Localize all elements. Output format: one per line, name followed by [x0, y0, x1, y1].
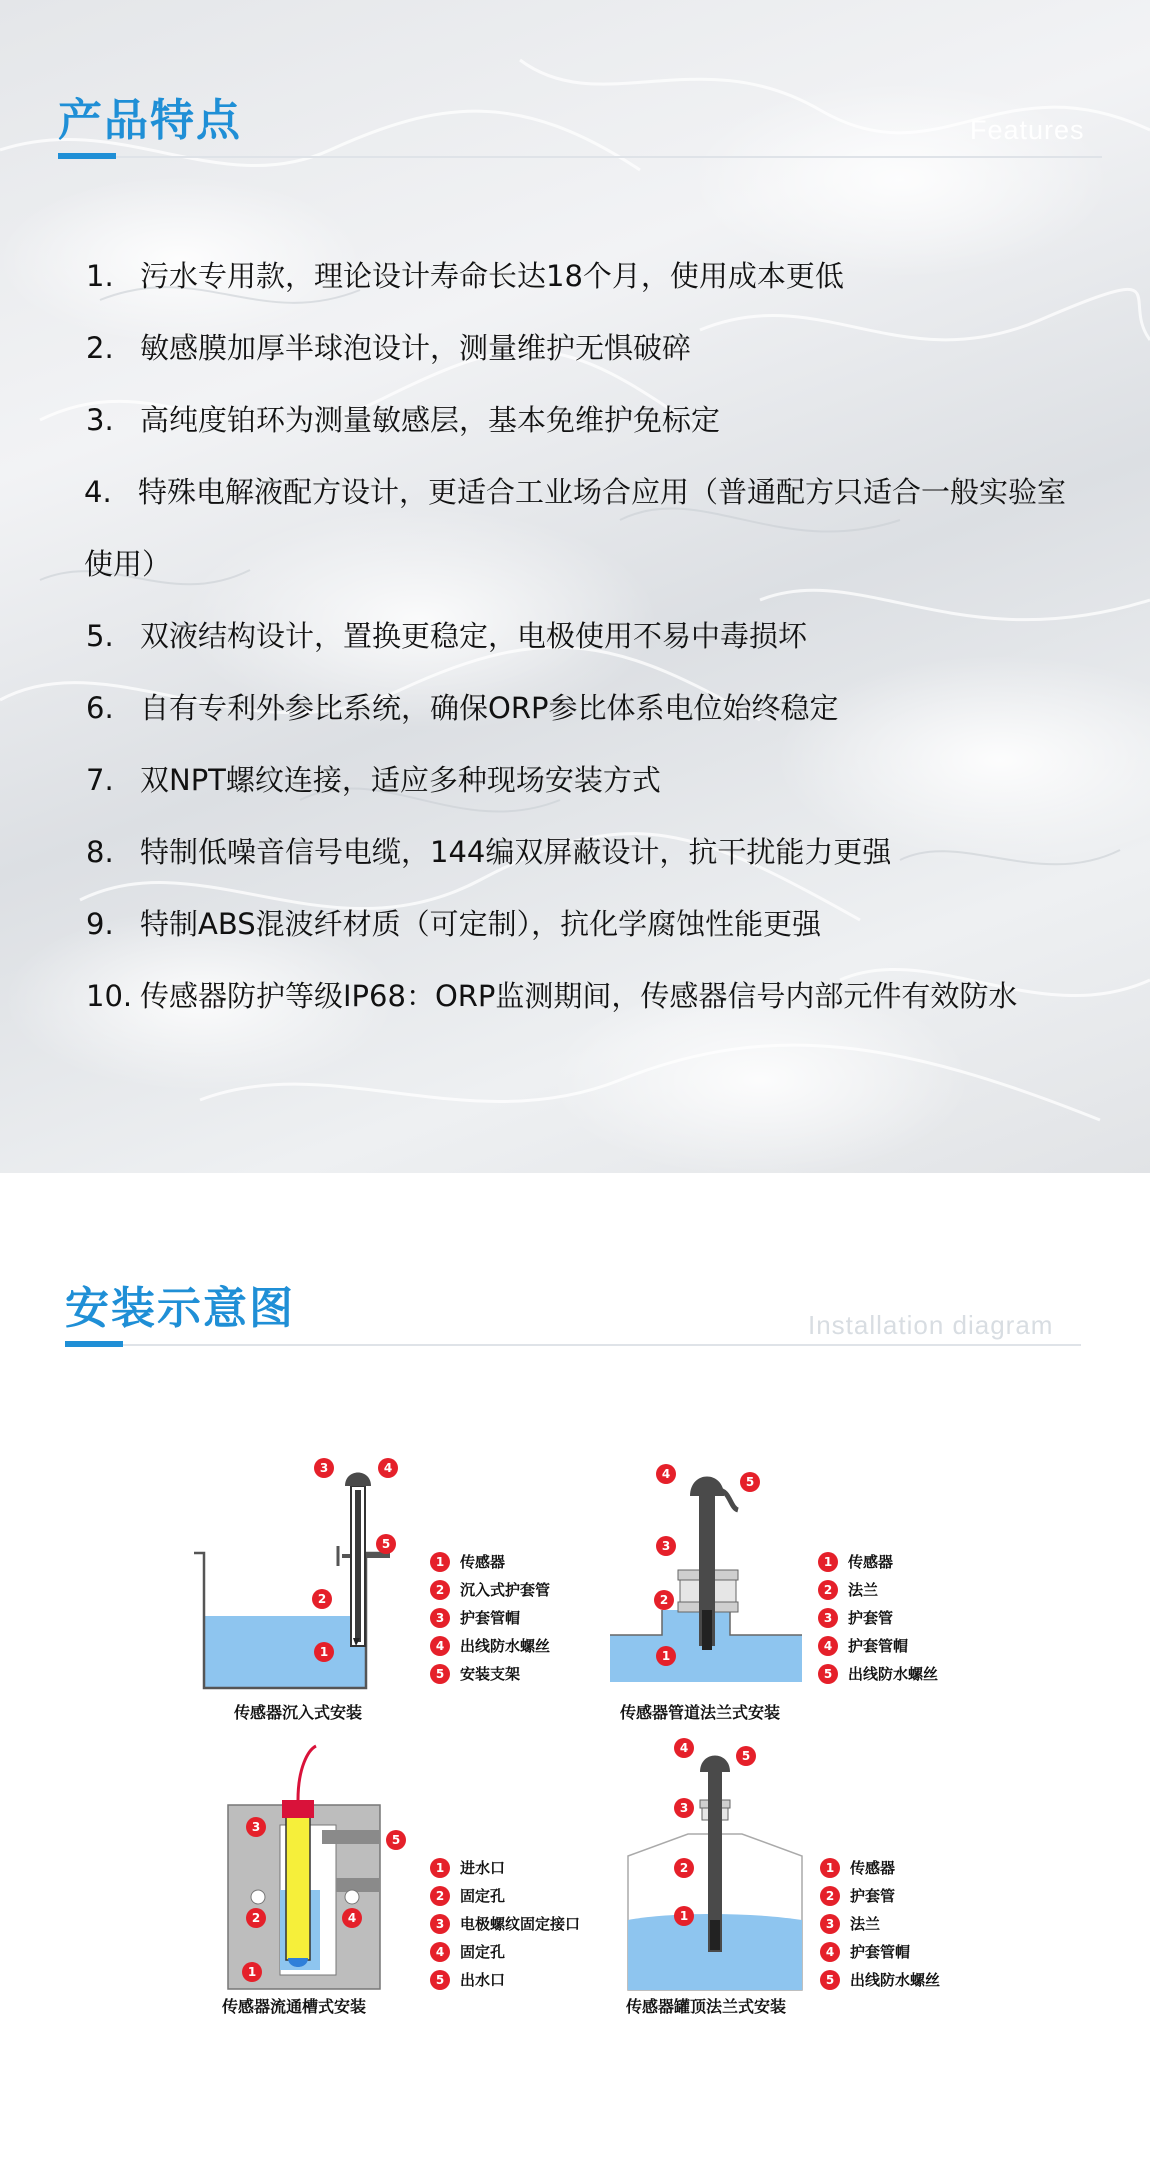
svg-text:2: 2	[435, 1889, 445, 1903]
panel-caption: 传感器罐顶法兰式安装	[626, 1997, 787, 2016]
svg-text:法兰: 法兰	[850, 1915, 881, 1933]
svg-text:安装支架: 安装支架	[460, 1665, 521, 1683]
installation-title: 安装示意图	[65, 1283, 295, 1334]
features-divider	[58, 156, 1102, 158]
svg-text:出线防水螺丝: 出线防水螺丝	[848, 1665, 939, 1683]
svg-text:3: 3	[435, 1611, 445, 1625]
feature-list	[86, 240, 1086, 1032]
svg-text:进水口: 进水口	[460, 1859, 506, 1877]
svg-text:4: 4	[825, 1945, 835, 1959]
svg-text:5: 5	[381, 1537, 391, 1551]
panel-caption: 传感器沉入式安装	[234, 1703, 363, 1722]
svg-text:4: 4	[823, 1639, 833, 1653]
svg-text:2: 2	[825, 1889, 835, 1903]
svg-text:3: 3	[435, 1917, 445, 1931]
svg-text:5: 5	[741, 1749, 751, 1763]
svg-text:法兰: 法兰	[848, 1581, 879, 1599]
svg-text:出线防水螺丝: 出线防水螺丝	[460, 1637, 551, 1655]
svg-text:传感器: 传感器	[850, 1859, 896, 1877]
svg-text:护套管: 护套管	[850, 1887, 896, 1905]
svg-text:5: 5	[825, 1973, 835, 1987]
feature-item: 3. 高纯度铂环为测量敏感层，基本免维护免标定	[86, 403, 721, 437]
svg-text:固定孔: 固定孔	[460, 1887, 506, 1905]
svg-text:3: 3	[823, 1611, 833, 1625]
svg-text:沉入式护套管: 沉入式护套管	[460, 1581, 551, 1599]
panel-pipe-flange	[610, 1464, 938, 1722]
svg-text:3: 3	[679, 1801, 689, 1815]
feature-item: 2. 敏感膜加厚半球泡设计，测量维护无惧破碎	[86, 331, 692, 365]
water-icon	[204, 1616, 366, 1688]
svg-text:4: 4	[435, 1639, 445, 1653]
svg-text:1: 1	[823, 1555, 833, 1569]
svg-text:3: 3	[251, 1820, 261, 1834]
installation-divider	[65, 1344, 1081, 1346]
svg-text:4: 4	[383, 1461, 393, 1475]
svg-text:3: 3	[319, 1461, 329, 1475]
svg-text:电极螺纹固定接口: 电极螺纹固定接口	[460, 1915, 581, 1933]
svg-text:出水口: 出水口	[460, 1971, 506, 1989]
feature-item: 10. 传感器防护等级IP68：ORP监测期间，传感器信号内部元件有效防水	[86, 979, 1018, 1013]
svg-text:2: 2	[659, 1593, 669, 1607]
panel-immersion	[194, 1458, 550, 1722]
svg-text:2: 2	[823, 1583, 833, 1597]
panel-caption: 传感器流通槽式安装	[222, 1997, 367, 2016]
features-title: 产品特点	[58, 95, 242, 146]
legend	[430, 1552, 550, 1684]
svg-text:传感器: 传感器	[848, 1553, 894, 1571]
feature-item: 7. 双NPT螺纹连接，适应多种现场安装方式	[86, 763, 661, 797]
svg-text:护套管帽: 护套管帽	[850, 1943, 911, 1961]
svg-text:固定孔: 固定孔	[460, 1943, 506, 1961]
svg-text:5: 5	[745, 1475, 755, 1489]
legend	[430, 1858, 580, 1990]
feature-item: 8. 特制低噪音信号电缆，144编双屏蔽设计，抗干扰能力更强	[86, 835, 892, 869]
svg-text:护套管: 护套管	[848, 1609, 894, 1627]
feature-item: 9. 特制ABS混波纤材质（可定制），抗化学腐蚀性能更强	[86, 907, 822, 941]
feature-item: 4. 特殊电解液配方设计，更适合工业场合应用（普通配方只适合一般实验室使用）	[84, 475, 1067, 581]
svg-text:护套管帽: 护套管帽	[848, 1637, 909, 1655]
svg-text:出线防水螺丝: 出线防水螺丝	[850, 1971, 941, 1989]
svg-text:5: 5	[823, 1667, 833, 1681]
svg-text:传感器: 传感器	[460, 1553, 506, 1571]
svg-text:1: 1	[825, 1861, 835, 1875]
svg-text:4: 4	[435, 1945, 445, 1959]
svg-text:2: 2	[317, 1592, 327, 1606]
features-subtitle: Features	[970, 115, 1085, 145]
svg-text:1: 1	[247, 1965, 257, 1979]
panel-caption: 传感器管道法兰式安装	[620, 1703, 781, 1722]
svg-text:1: 1	[435, 1555, 445, 1569]
panel-tank-top-flange	[625, 1738, 940, 2016]
installation-title-accent	[65, 1341, 123, 1347]
svg-text:2: 2	[435, 1583, 445, 1597]
legend	[818, 1552, 938, 1684]
svg-text:4: 4	[661, 1467, 671, 1481]
feature-item: 1. 污水专用款，理论设计寿命长达18个月，使用成本更低	[86, 259, 844, 293]
features-title-accent	[58, 153, 116, 159]
svg-text:2: 2	[679, 1861, 689, 1875]
svg-text:2: 2	[251, 1911, 261, 1925]
installation-diagram	[190, 1450, 970, 2030]
svg-text:1: 1	[319, 1645, 329, 1659]
svg-text:1: 1	[679, 1909, 689, 1923]
svg-text:5: 5	[391, 1833, 401, 1847]
svg-text:4: 4	[347, 1911, 357, 1925]
svg-text:1: 1	[661, 1649, 671, 1663]
feature-item: 5. 双液结构设计，置换更稳定，电极使用不易中毒损坏	[86, 619, 808, 653]
panel-flow-cell	[221, 1746, 580, 2016]
svg-text:3: 3	[825, 1917, 835, 1931]
installation-subtitle: Installation diagram	[808, 1310, 1054, 1340]
svg-text:3: 3	[661, 1539, 671, 1553]
svg-text:护套管帽: 护套管帽	[460, 1609, 521, 1627]
feature-item: 6. 自有专利外参比系统，确保ORP参比体系电位始终稳定	[86, 691, 839, 725]
svg-text:4: 4	[679, 1741, 689, 1755]
svg-text:5: 5	[435, 1667, 445, 1681]
svg-text:1: 1	[435, 1861, 445, 1875]
svg-text:5: 5	[435, 1973, 445, 1987]
legend	[820, 1858, 940, 1990]
